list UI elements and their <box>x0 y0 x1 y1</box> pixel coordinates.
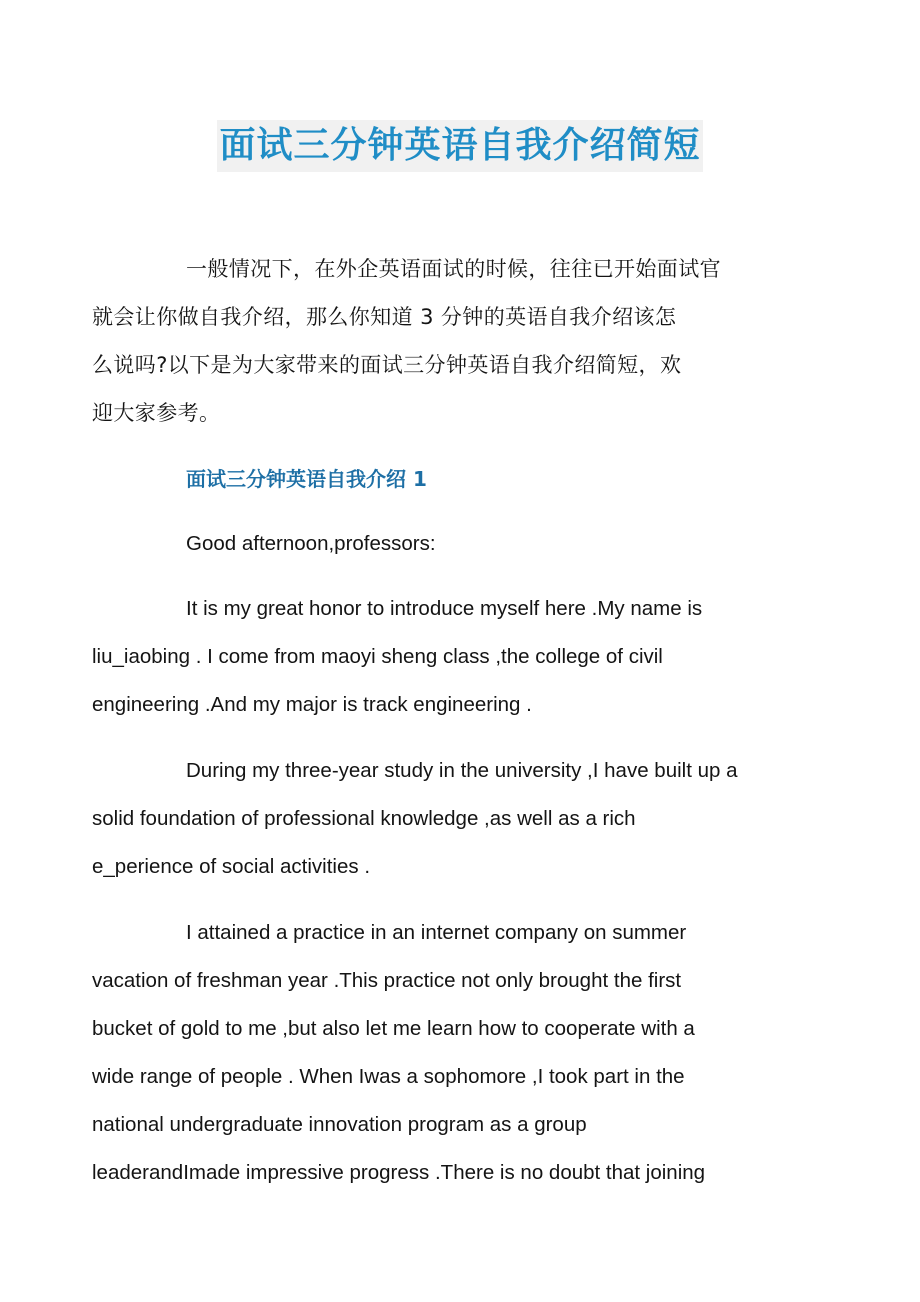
title-container <box>0 120 920 172</box>
paragraph-line: e_perience of social activities . <box>92 855 371 878</box>
section-heading: 面试三分钟英语自我介绍 1 <box>186 467 427 491</box>
body-paragraph-1 <box>92 585 779 729</box>
greeting-line: Good afternoon,professors: <box>186 532 436 555</box>
intro-line: 就会让你做自我介绍，那么你知道 3 分钟的英语自我介绍该怎 <box>92 305 677 329</box>
intro-line: 迎大家参考。 <box>92 401 221 425</box>
paragraph-line: engineering .And my major is track engineering . <box>92 693 532 716</box>
body-paragraph-3 <box>92 909 779 1197</box>
paragraph-line: leaderandImade impressive progress .There is no doubt that joining <box>92 1161 706 1184</box>
paragraph-line: vacation of freshman year .This practice not only brought the first <box>92 969 682 992</box>
intro-paragraph <box>92 245 779 437</box>
paragraph-line: wide range of people . When Iwas a sophomore ,I took part in the <box>92 1065 685 1088</box>
paragraph-line: solid foundation of professional knowledge ,as well as a rich <box>92 807 636 830</box>
paragraph-line: It is my great honor to introduce myself here .My name is <box>186 597 703 620</box>
body-paragraph-2 <box>92 747 779 891</box>
intro-line: 么说吗?以下是为大家带来的面试三分钟英语自我介绍简短，欢 <box>92 353 682 377</box>
paragraph-line: liu_iaobing . I come from maoyi sheng class ,the college of civil <box>92 645 663 668</box>
intro-line: 一般情况下，在外企英语面试的时候，往往已开始面试官 <box>186 257 721 281</box>
paragraph-line: national undergraduate innovation program as a group <box>92 1113 587 1136</box>
paragraph-line: I attained a practice in an internet company on summer <box>186 921 687 944</box>
document-title: 面试三分钟英语自我介绍简短 <box>217 120 702 172</box>
paragraph-line: During my three-year study in the university ,I have built up a <box>186 759 738 782</box>
greeting-paragraph <box>139 520 779 568</box>
paragraph-line: bucket of gold to me ,but also let me learn how to cooperate with a <box>92 1017 695 1040</box>
